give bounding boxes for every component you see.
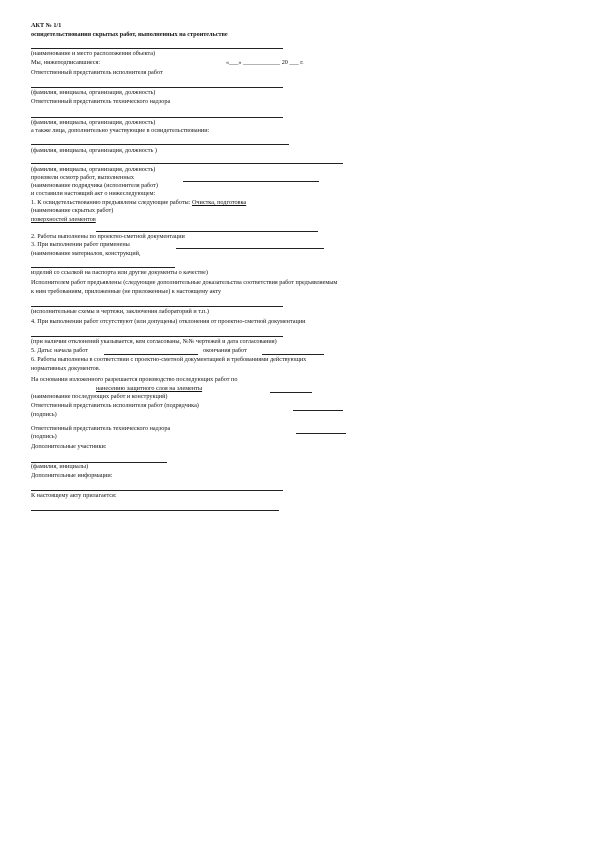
supervision-sign-line bbox=[296, 433, 346, 434]
materials-line-2 bbox=[31, 267, 175, 268]
extra-info-line bbox=[31, 490, 283, 491]
materials-line bbox=[176, 248, 324, 249]
end-date-line bbox=[262, 354, 324, 355]
contractor-rep-label: Ответственный представитель исполнителя работ bbox=[31, 69, 163, 76]
attachments-label: К настоящему акту прилагается: bbox=[31, 492, 117, 499]
item-1-line bbox=[96, 231, 318, 232]
additional-persons-caption: (фамилия, инициалы, организация, должность ) bbox=[31, 147, 157, 154]
act-date: «___» ____________ 20 ___ г. bbox=[226, 59, 304, 66]
item-3-label: 3. При выполнении работ применены bbox=[31, 241, 130, 248]
contractor-caption: (наименование подрядчика (исполнителя работ) bbox=[31, 182, 158, 189]
evidence-caption: (исполнительные схемы и чертежи, заключения лабораторий и т.п.) bbox=[31, 308, 209, 315]
deviations-line bbox=[31, 336, 283, 337]
act-title: АКТ № 1/1 bbox=[31, 22, 62, 29]
inspection-line bbox=[183, 181, 319, 182]
deviations-caption: (при наличии отклонений указывается, кем согласованы, №№ чертежей и дата согласования) bbox=[31, 338, 277, 345]
item-5-label: 5. Даты: начала работ bbox=[31, 347, 88, 354]
object-line bbox=[31, 48, 283, 49]
extra-participants-label: Дополнительные участники: bbox=[31, 443, 107, 450]
evidence-line bbox=[31, 306, 283, 307]
supervision-sign-caption: (подпись) bbox=[31, 433, 57, 440]
extra-participants-caption: (фамилия, инициалы) bbox=[31, 463, 89, 470]
contractor-sign-caption: (подпись) bbox=[31, 411, 57, 418]
inspection-label: произвели осмотр работ, выполненных bbox=[31, 174, 134, 181]
item-1-value-cont: поверхностей элементов bbox=[31, 216, 96, 223]
next-works-caption: (наименование последующих работ и конструкций) bbox=[31, 393, 168, 400]
tech-supervision-line bbox=[31, 117, 283, 118]
contractor-rep-caption: (фамилия, инициалы, организация, должность) bbox=[31, 89, 156, 96]
act-subtitle: освидетельствования скрытых работ, выполненных на строительстве bbox=[31, 31, 228, 38]
evidence-text: Исполнителем работ предъявлены (следующие дополнительные доказательства соответствия работ предъявляемым bbox=[31, 279, 338, 286]
permission-value: нанесению защитного слоя на элементы bbox=[96, 385, 203, 392]
item-6-cont: нормативных документов. bbox=[31, 365, 101, 372]
act-intro: и составили настоящий акт о нижеследующем: bbox=[31, 190, 156, 197]
start-date-line bbox=[104, 354, 198, 355]
permission-text: На основании изложенного разрешается производство последующих работ по bbox=[31, 376, 238, 383]
end-date-label: окончания работ bbox=[203, 347, 247, 354]
permission-line bbox=[270, 392, 312, 393]
attachments-line bbox=[31, 510, 279, 511]
additional-persons-label: а также лица, дополнительно участвующие в освидетельствовании: bbox=[31, 127, 210, 134]
evidence-text-2: к ним требованиям, приложенные (не приложенные) к настоящему акту bbox=[31, 288, 222, 295]
item-1-value: Очистка, подготовка bbox=[191, 199, 247, 206]
object-caption: (наименование и место расположения объекта) bbox=[31, 50, 156, 57]
additional-persons-line bbox=[31, 144, 289, 145]
contractor-sign-line bbox=[293, 410, 343, 411]
item-2-label: 2. Работы выполнены по проектно-сметной документации bbox=[31, 233, 185, 240]
extra-info-label: Дополнительные информации: bbox=[31, 472, 113, 479]
item-1-label bbox=[31, 199, 246, 206]
persons-caption-2: (фамилия, инициалы, организация, должность) bbox=[31, 166, 156, 173]
item-4-label: 4. При выполнении работ отсутствуют (или допущены) отклонения от проектно-сметной документации bbox=[31, 318, 306, 325]
item-6-label: 6. Работы выполнены в соответствии с проектно-сметной документацией и требованиями действующих bbox=[31, 356, 307, 363]
materials-caption-2: изделий со ссылкой на паспорта или другие документы о качестве) bbox=[31, 269, 208, 276]
tech-supervision-caption: (фамилия, инициалы, организация, должность) bbox=[31, 119, 156, 126]
hidden-works-caption: (наименование скрытых работ) bbox=[31, 207, 114, 214]
signatories-label: Мы, нижеподписавшиеся: bbox=[31, 59, 101, 66]
item-1-text: 1. К освидетельствованию предъявлены следующие работы: bbox=[31, 199, 191, 206]
contractor-rep-line bbox=[31, 87, 283, 88]
supervision-sign-label: Ответственный представитель технического надзора bbox=[31, 425, 171, 432]
persons-line-2 bbox=[31, 163, 343, 164]
materials-caption: (наименование материалов, конструкций, bbox=[31, 250, 141, 257]
contractor-sign-label: Ответственный представитель исполнителя работ (подрядчика) bbox=[31, 402, 199, 409]
tech-supervision-label: Ответственный представитель технического надзора bbox=[31, 98, 171, 105]
